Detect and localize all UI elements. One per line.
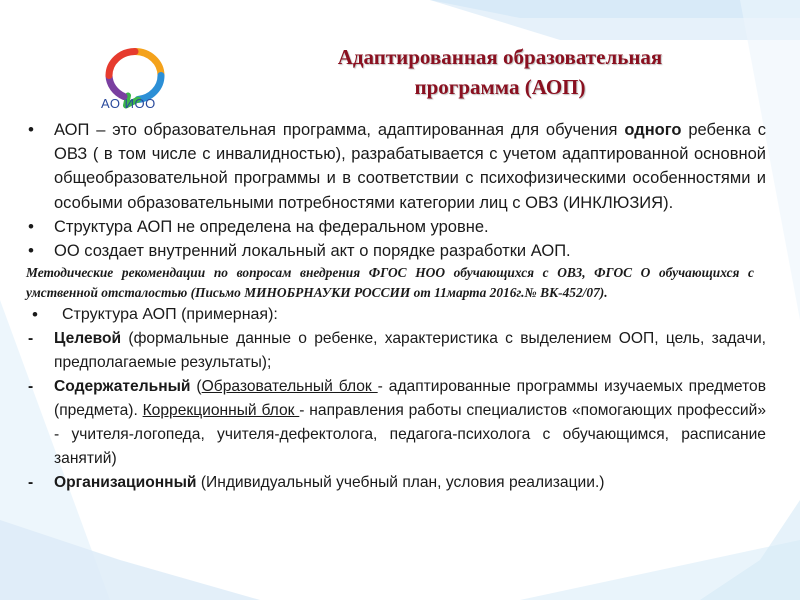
structure-item-text: ( — [190, 378, 202, 396]
slide-body — [26, 118, 766, 495]
structure-item-text: - адаптированные программы изучаемых предметов (предмета). — [54, 378, 766, 420]
page-title — [240, 42, 760, 102]
bullet-item-local-act: • ОО создает внутренний локальный акт о порядке разработки АОП. — [26, 239, 766, 263]
structure-heading-list — [26, 303, 766, 327]
structure-list — [26, 327, 766, 495]
structure-item-title: Содержательный — [54, 378, 191, 396]
underlined-block-name: Коррекционный блок — [142, 402, 300, 420]
structure-item-text: (Индивидуальный учебный план, условия реализации.) — [196, 474, 605, 492]
structure-item-organizational — [26, 471, 766, 495]
bullet-item-definition — [26, 118, 766, 215]
underlined-block-name: Образовательный блок — [201, 378, 378, 396]
structure-item-title: Целевой — [54, 330, 122, 348]
bullet-list — [26, 118, 766, 263]
structure-item-target — [26, 327, 766, 375]
title-line-1: Адаптированная образовательная — [337, 45, 663, 69]
structure-item-content — [26, 375, 766, 471]
bullet-item-structure: • Структура АОП не определена на федеральном уровне. — [26, 215, 766, 239]
bullet-text-part: ребенка с ОВЗ ( в том числе с инвалидностью), разрабатывается с учетом адаптированной основной общеобразовательной программы и в соответствии с психофизическими особенностями и особыми образовательными потребностями категории лиц с ОВЗ (ИНКЛЮЗИЯ). — [54, 121, 766, 212]
structure-heading: • Структура АОП (примерная): — [26, 303, 766, 327]
method-note: Методические рекомендации по вопросам внедрения ФГОС НОО обучающихся с ОВЗ, ФГОС О обучающихся с умственной отсталостью (Письмо МИНОБРНАУКИ РОССИИ от 11марта 2016г.№ ВК-452/07). — [26, 265, 754, 301]
structure-item-text: - направления работы специалистов «помогающих профессий» - учителя-логопеда, учителя-дефектолога, педагога-психолога с обучающимся, расписание занятий) — [54, 402, 766, 468]
logo-text: АО ИОО — [101, 96, 156, 111]
structure-item-text: (формальные данные о ребенке, характеристика с выделением ООП, цель, задачи, предполагаемые результаты); — [54, 330, 766, 372]
title-line-2: программа (АОП) — [414, 75, 586, 99]
structure-item-title: Организационный — [54, 474, 197, 492]
bullet-bold-word: одного — [624, 121, 682, 139]
bullet-text-part: АОП – это образовательная программа, адаптированная для обучения — [54, 121, 625, 139]
